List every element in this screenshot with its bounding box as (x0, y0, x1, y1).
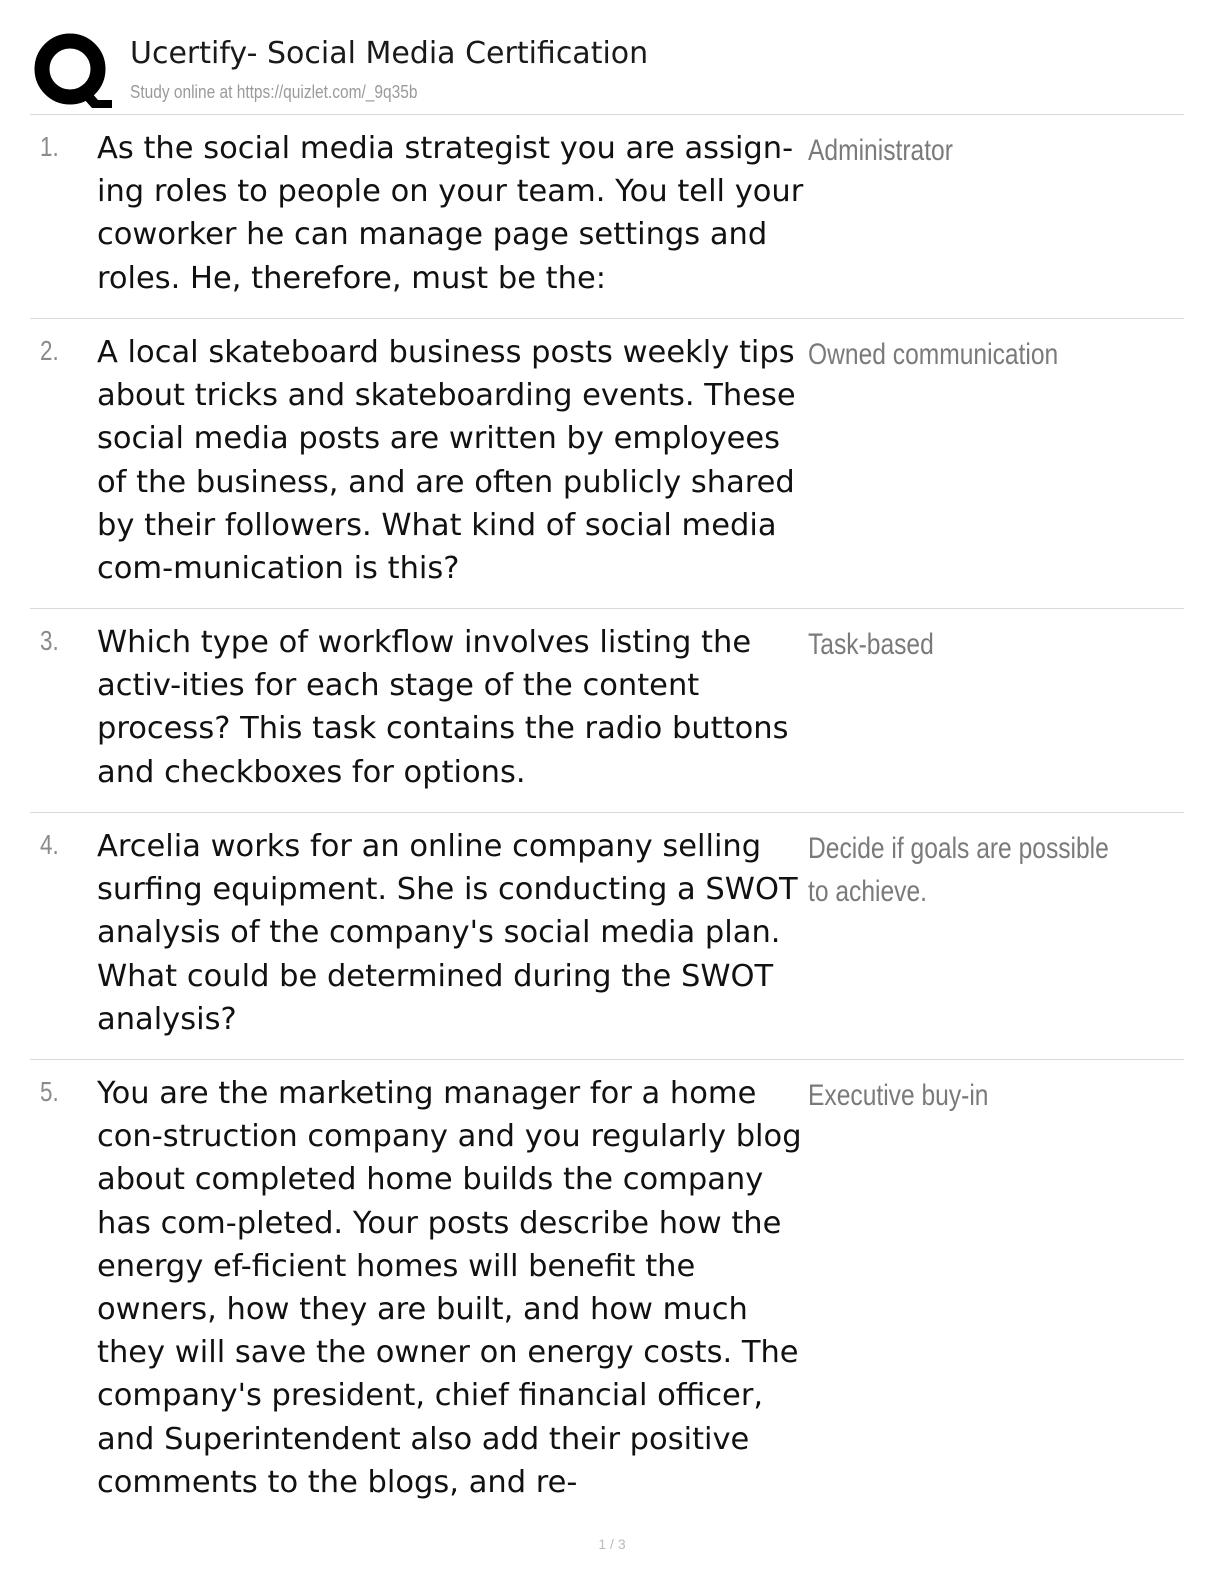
card-number: 5. (40, 1076, 59, 1107)
card-number: 2. (40, 335, 59, 366)
card-number: 1. (40, 131, 59, 162)
card-definition: Decide if goals are possible to achieve. (808, 832, 1109, 908)
card-term: Which type of workflow involves listing the activ-ities for each stage of the content process? This task contains the radio buttons and checkboxes for options. (97, 625, 789, 790)
card-number: 4. (40, 829, 59, 860)
card-term: You are the marketing manager for a home con-struction company and you regularly blog about completed home builds the company has com-pleted. Your posts describe how the energy ef-ficient homes will benefit the owners, how they are built, and how much they will save the owner on energy costs. The company's president, chief financial officer, and Superintendent also add their positive comments to the blogs, and re- (97, 1076, 802, 1500)
flashcard-4 (30, 813, 1184, 1060)
card-definition: Owned communication (808, 338, 1059, 371)
page-number: 1 / 3 (598, 1536, 626, 1552)
card-definition: Administrator (808, 134, 953, 167)
flashcard-2 (30, 319, 1184, 609)
set-title: Ucertify- Social Media Certification (130, 36, 649, 71)
card-definition: Executive buy-in (808, 1079, 989, 1112)
quizlet-logo-icon (32, 32, 112, 112)
study-link[interactable]: Study online at https://quizlet.com/_9q35b (130, 82, 418, 102)
card-term: As the social media strategist you are assign-ing roles to people on your team. You tell your coworker he can manage page settings and roles. He, therefore, must be the: (97, 131, 804, 296)
card-definition: Task-based (808, 628, 934, 661)
flashcard-5 (30, 1060, 1184, 1500)
card-term: Arcelia works for an online company selling surfing equipment. She is conducting a SWOT analysis of the company's social media plan. What could be determined during the SWOT analysis? (97, 829, 798, 1037)
page-header (30, 28, 1184, 115)
flashcard-1 (30, 115, 1184, 319)
card-number: 3. (40, 625, 59, 656)
flashcard-3 (30, 609, 1184, 813)
card-term: A local skateboard business posts weekly tips about tricks and skateboarding events. These social media posts are written by employees of the business, and are often publicly shared by their followers. What kind of social media com-munication is this? (97, 335, 796, 587)
